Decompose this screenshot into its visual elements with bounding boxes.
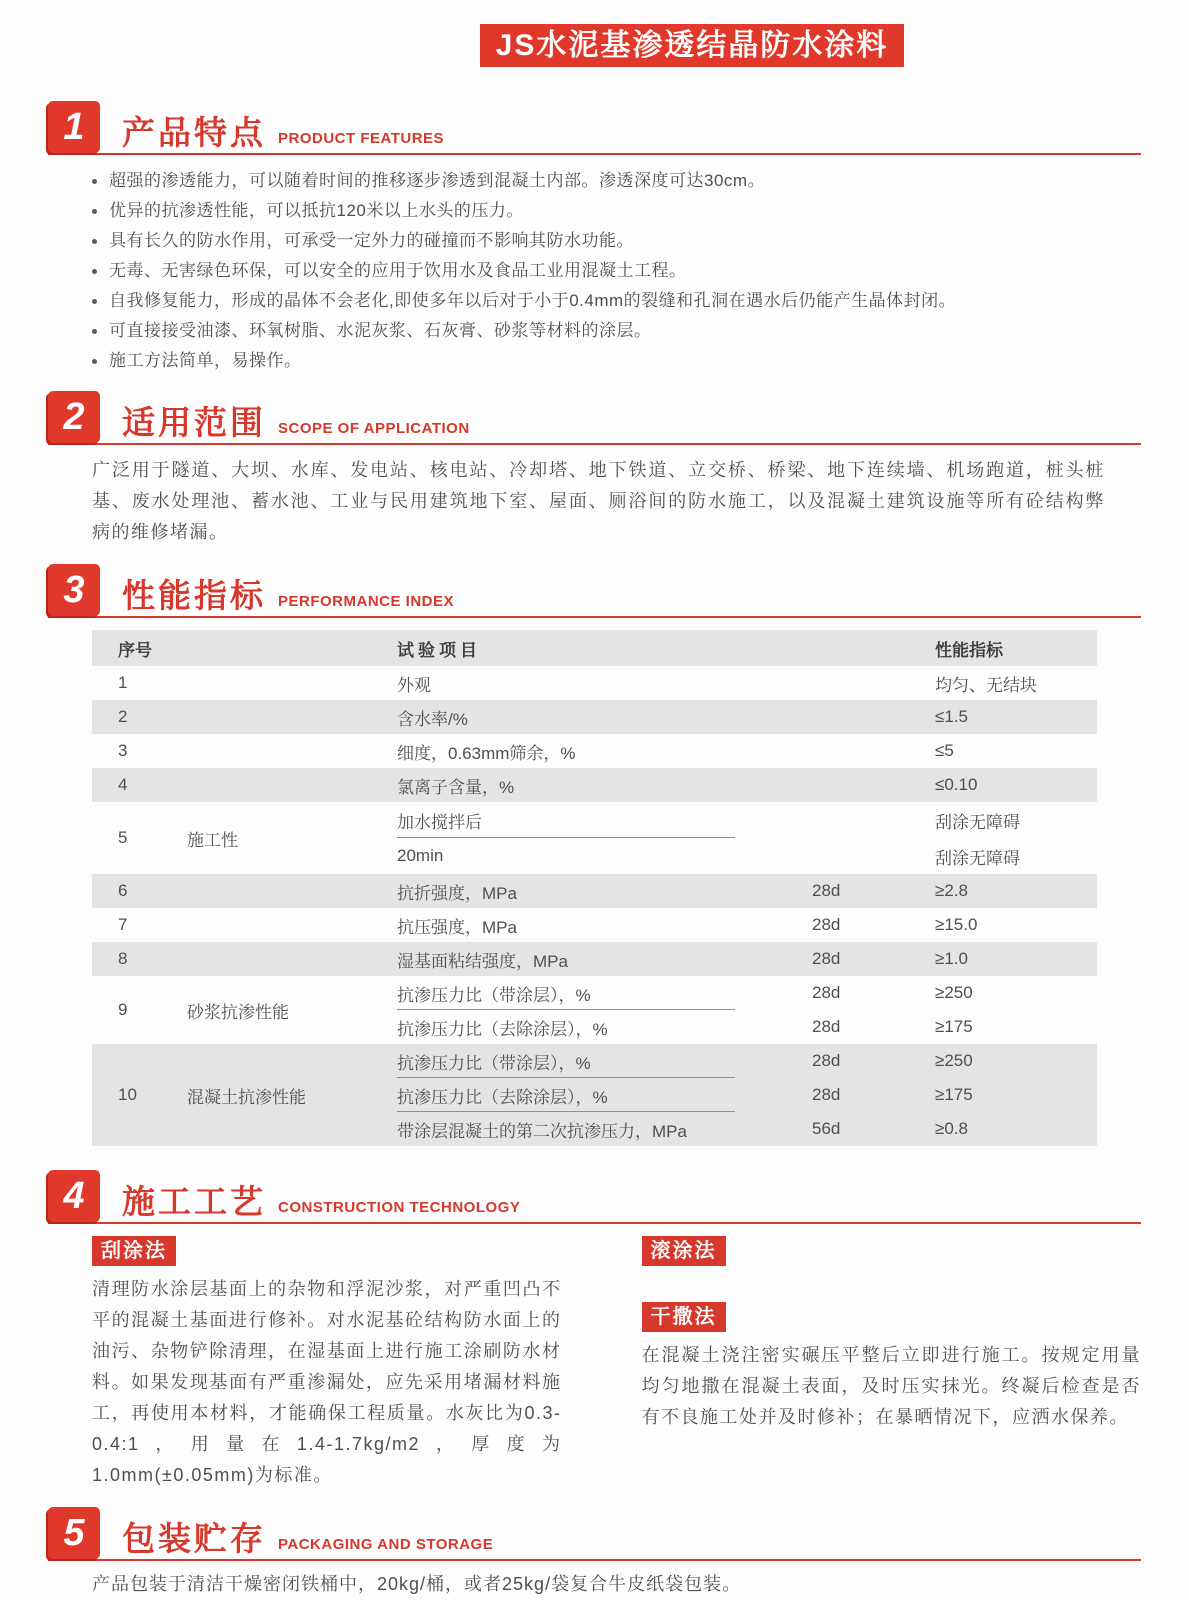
test-value: 刮涂无障碍 (935, 848, 1020, 868)
section-number-badge: 1 (48, 101, 100, 153)
construction-columns (92, 1236, 1141, 1491)
row-no: 10 (118, 1085, 137, 1104)
bullet-icon (92, 179, 97, 184)
test-value: ≥175 (935, 1085, 973, 1104)
row-no: 4 (118, 775, 128, 794)
spacer (642, 1266, 1141, 1302)
row-group: 混凝土抗渗性能 (187, 1087, 306, 1107)
section-scope (48, 391, 1141, 445)
section-subtitle: PACKAGING AND STORAGE (278, 1536, 494, 1553)
bullet-icon (92, 329, 97, 334)
row-no: 3 (118, 741, 128, 760)
roll-dry-method-block (642, 1236, 1141, 1491)
row-no: 8 (118, 949, 128, 968)
row-group (162, 768, 397, 802)
table-row (92, 908, 1097, 942)
test-item: 含水率/% (397, 709, 468, 729)
test-item: 抗压强度，MPa (397, 917, 517, 937)
test-value: ≥15.0 (935, 915, 978, 934)
column-header-item: 试验项目 (397, 640, 481, 660)
test-value: 均匀、无结块 (935, 675, 1037, 695)
section-packaging (48, 1507, 1141, 1561)
section-subtitle: SCOPE OF APPLICATION (278, 420, 470, 437)
section-performance (48, 564, 1141, 618)
row-no: 2 (118, 707, 128, 726)
row-no: 6 (118, 881, 128, 900)
row-no: 7 (118, 915, 128, 934)
bullet-icon (92, 299, 97, 304)
page-title: JS水泥基渗透结晶防水涂料 (480, 24, 905, 67)
test-age: 28d (812, 881, 841, 900)
test-age: 28d (812, 949, 841, 968)
test-value: ≤1.5 (935, 707, 968, 726)
test-item: 细度，0.63mm筛余，% (397, 743, 576, 763)
list-item (92, 257, 1141, 285)
row-group: 砂浆抗渗性能 (187, 1002, 289, 1022)
bullet-icon (92, 239, 97, 244)
column-header-index: 性能指标 (935, 640, 1003, 660)
table-row (92, 802, 1097, 874)
method-tag-roll: 滚涂法 (642, 1236, 726, 1266)
table-row (92, 700, 1097, 734)
section-number-badge: 2 (48, 391, 100, 443)
row-group (162, 700, 397, 734)
test-item: 20min (397, 846, 444, 865)
test-item: 抗渗压力比（带涂层），% (397, 1053, 591, 1073)
header (0, 0, 1189, 67)
section-subtitle: CONSTRUCTION TECHNOLOGY (278, 1199, 521, 1216)
row-group (162, 908, 397, 942)
section-title: 包装贮存 (122, 1519, 266, 1557)
row-group (162, 666, 397, 700)
test-value: ≤5 (935, 741, 954, 760)
scrape-method-block (92, 1236, 562, 1491)
test-value: ≥1.0 (935, 949, 968, 968)
row-group (162, 874, 397, 908)
section-performance-header (48, 564, 1141, 618)
list-item (92, 317, 1141, 345)
test-value: ≥250 (935, 1051, 973, 1070)
table-row (92, 942, 1097, 976)
section-scope-header (48, 391, 1141, 445)
feature-text: 自我修复能力，形成的晶体不会老化,即使多年以后对于小于0.4mm的裂缝和孔洞在遇水后仍能产生晶体封闭。 (109, 291, 957, 310)
section-subtitle: PERFORMANCE INDEX (278, 593, 455, 610)
row-no: 1 (118, 673, 128, 692)
section-title: 适用范围 (122, 403, 266, 441)
row-group: 施工性 (187, 830, 238, 850)
test-item: 抗折强度，MPa (397, 883, 517, 903)
list-item (92, 347, 1141, 375)
feature-text: 可直接接受油漆、环氧树脂、水泥灰浆、石灰膏、砂浆等材料的涂层。 (109, 321, 652, 340)
test-age: 28d (812, 1017, 841, 1036)
test-value: ≥2.8 (935, 881, 968, 900)
list-item (92, 227, 1141, 255)
section-title: 施工工艺 (122, 1182, 266, 1220)
feature-text: 施工方法简单，易操作。 (109, 351, 302, 370)
section-packaging-header (48, 1507, 1141, 1561)
row-no: 5 (118, 828, 128, 847)
method-tag-scrape: 刮涂法 (92, 1236, 176, 1266)
column-header-spacer (162, 630, 397, 666)
section-subtitle: PRODUCT FEATURES (278, 130, 445, 147)
test-age: 28d (812, 1085, 841, 1104)
feature-text: 优异的抗渗透性能，可以抵抗120米以上水头的压力。 (109, 201, 524, 220)
section-construction (48, 1170, 1141, 1224)
bullet-icon (92, 209, 97, 214)
test-value: ≤0.10 (935, 775, 978, 794)
test-value: ≥250 (935, 983, 973, 1002)
test-item: 氯离子含量，% (397, 777, 515, 797)
test-age: 28d (812, 915, 841, 934)
test-item: 加水搅拌后 (397, 812, 482, 832)
section-features-header (48, 101, 1141, 155)
test-value: ≥175 (935, 1017, 973, 1036)
bullet-icon (92, 269, 97, 274)
feature-text: 超强的渗透能力，可以随着时间的推移逐步渗透到混凝土内部。渗透深度可达30cm。 (109, 171, 766, 190)
test-value: 刮涂无障碍 (935, 812, 1020, 832)
features-list (92, 167, 1141, 375)
test-age: 56d (812, 1119, 841, 1138)
section-features (48, 101, 1141, 155)
row-group (162, 942, 397, 976)
test-item: 抗渗压力比（带涂层），% (397, 985, 591, 1005)
table-row (92, 976, 1097, 1044)
section-number-badge: 4 (48, 1170, 100, 1222)
section-title: 性能指标 (122, 576, 266, 614)
scope-paragraph: 广泛用于隧道、大坝、水库、发电站、核电站、冷却塔、地下铁道、立交桥、桥梁、地下连续墙、机场跑道，桩头桩基、废水处理池、蓄水池、工业与民用建筑地下室、屋面、厕浴间的防水施工，以及混凝土建筑设施等所有砼结构弊病的维修堵漏。 (92, 460, 1105, 542)
packaging-paragraph: 产品包装于清洁干燥密闭铁桶中，20kg/桶，或者25kg/袋复合牛皮纸袋包装。 (92, 1574, 742, 1594)
list-item (92, 167, 1141, 195)
table-row (92, 734, 1097, 768)
test-item: 抗渗压力比（去除涂层），% (397, 1087, 608, 1107)
test-item: 抗渗压力比（去除涂层），% (397, 1019, 608, 1039)
table-row (92, 768, 1097, 802)
table-row (92, 874, 1097, 908)
feature-text: 无毒、无害绿色环保，可以安全的应用于饮用水及食品工业用混凝土工程。 (109, 261, 687, 280)
test-age: 28d (812, 983, 841, 1002)
performance-table (92, 630, 1097, 1146)
test-item: 带涂层混凝土的第二次抗渗压力，MPa (397, 1121, 687, 1141)
table-row (92, 1044, 1097, 1146)
test-item: 湿基面粘结强度，MPa (397, 951, 568, 971)
section-number-badge: 3 (48, 564, 100, 616)
feature-text: 具有长久的防水作用，可承受一定外力的碰撞而不影响其防水功能。 (109, 231, 634, 250)
dry-method-text: 在混凝土浇注密实碾压平整后立即进行施工。按规定用量均匀地撒在混凝土表面，及时压实抹光。终凝后检查是否有不良施工处并及时修补；在暴晒情况下，应洒水保养。 (641, 1345, 1141, 1427)
test-value: ≥0.8 (935, 1119, 968, 1138)
section-construction-header (48, 1170, 1141, 1224)
test-age: 28d (812, 1051, 841, 1070)
method-tag-dry: 干撒法 (642, 1302, 726, 1332)
list-item (92, 287, 1141, 315)
test-item: 外观 (397, 675, 431, 695)
row-group (162, 734, 397, 768)
section-number-badge: 5 (48, 1507, 100, 1559)
section-title: 产品特点 (122, 113, 266, 151)
list-item (92, 197, 1141, 225)
scrape-method-text: 清理防水涂层基面上的杂物和浮泥沙浆，对严重凹凸不平的混凝土基面进行修补。对水泥基砼结构防水面上的油污、杂物铲除清理，在湿基面上进行施工涂刷防水材料。如果发现基面有严重渗漏处，应先采用堵漏材料施工，再使用本材料，才能确保工程质量。水灰比为0.3-0.4:1，用量在1.4-1.7kg/m2，厚度为1.0mm(±0.05mm)为标准。 (92, 1279, 562, 1485)
column-header-no: 序号 (118, 640, 152, 660)
row-no: 9 (118, 1000, 128, 1019)
bullet-icon (92, 359, 97, 364)
table-row (92, 666, 1097, 700)
table-header-row (92, 630, 1097, 666)
